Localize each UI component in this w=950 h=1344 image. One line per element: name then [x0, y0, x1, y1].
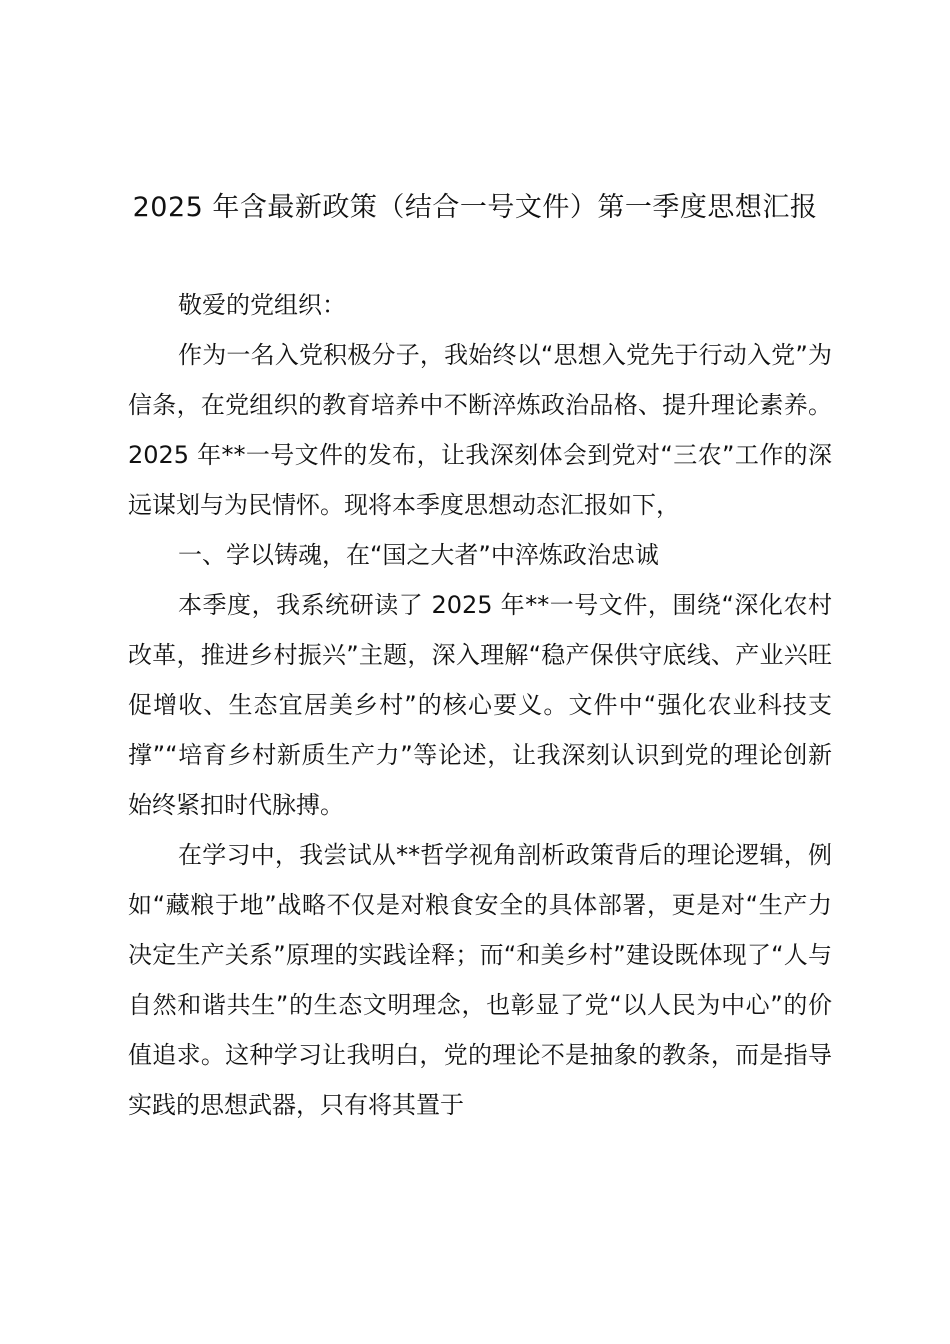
paragraph-intro: 作为一名入党积极分子，我始终以“思想入党先于行动入党”为信条，在党组织的教育培养中不断淬炼政治品格、提升理论素养。2025 年**一号文件的发布，让我深刻体会到党对“三农”工作的深远谋划与为民情怀。现将本季度思想动态汇报如下， [128, 341, 832, 519]
document-title: 2025 年含最新政策（结合一号文件）第一季度思想汇报 [132, 192, 818, 223]
paragraph-analysis: 在学习中，我尝试从**哲学视角剖析政策背后的理论逻辑，例如“藏粮于地”战略不仅是对粮食安全的具体部署，更是对“生产力决定生产关系”原理的实践诠释；而“和美乡村”建设既体现了“人与自然和谐共生”的生态文明理念，也彰显了党“以人民为中心”的价值追求。这种学习让我明白，党的理论不是抽象的教条，而是指导实践的思想武器，只有将其置于 [128, 841, 832, 1119]
paragraph-study: 本季度，我系统研读了 2025 年**一号文件，围绕“深化农村改革，推进乡村振兴”主题，深入理解“稳产保供守底线、产业兴旺促增收、生态宜居美乡村”的核心要义。文件中“强化农业科技支撑”“培育乡村新质生产力”等论述，让我深刻认识到党的理论创新始终紧扣时代脉搏。 [128, 591, 832, 819]
document-body [128, 280, 832, 1130]
section-heading-1: 一、学以铸魂，在“国之大者”中淬炼政治忠诚 [178, 541, 659, 569]
salutation: 敬爱的党组织： [178, 291, 346, 319]
